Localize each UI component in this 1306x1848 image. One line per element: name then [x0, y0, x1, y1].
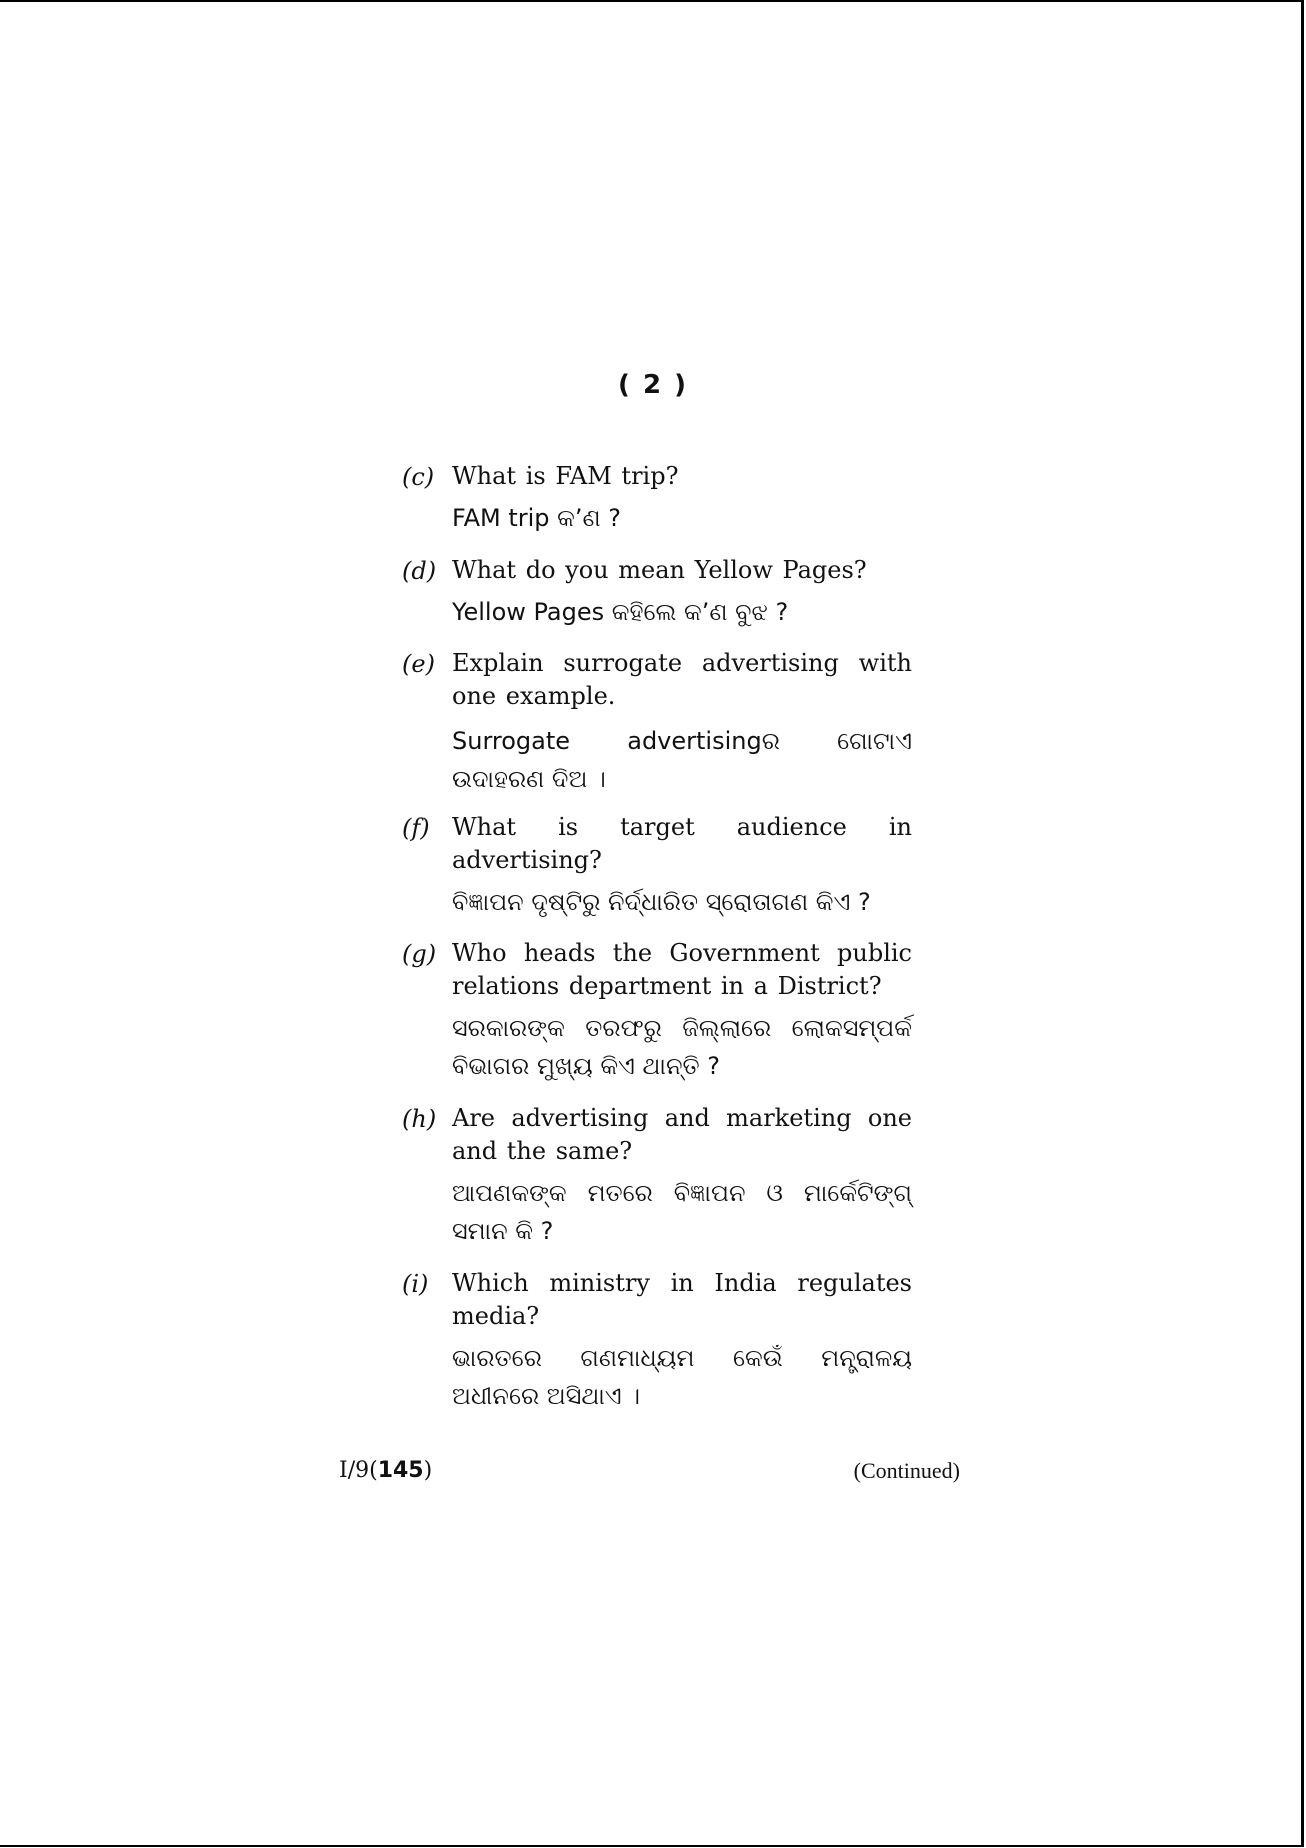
paper-code-number: 145: [377, 1458, 424, 1483]
question-g: [400, 937, 912, 1102]
question-label: (f): [402, 814, 430, 842]
question-odia: Surrogate advertisingର ଗୋଟାଏ ଉଦାହରଣ ଦିଅ ।: [452, 727, 912, 793]
question-i: [400, 1267, 912, 1427]
question-label: (d): [402, 557, 437, 585]
question-d: [400, 554, 912, 647]
question-label: (c): [402, 463, 435, 491]
question-label: (e): [402, 650, 435, 678]
paper-code: [339, 1458, 432, 1483]
question-label: (h): [402, 1105, 437, 1133]
paper-code-prefix: I/9(: [339, 1458, 378, 1483]
question-english: Are advertising and marketing one and the same?: [452, 1104, 912, 1165]
question-f: [400, 811, 912, 937]
question-odia: ସରକାରଙ୍କ ତରଫରୁ ଜିଲ୍ଲାରେ ଲୋକସମ୍ପର୍କ ବିଭାଗର ମୁଖ୍ୟ କିଏ ଥାନ୍ତି ?: [452, 1014, 912, 1080]
page-number: ( 2 ): [618, 370, 688, 400]
question-english: Who heads the Government public relations department in a District?: [452, 939, 912, 1000]
question-odia: ଆପଣକଙ୍କ ମତରେ ବିଜ୍ଞାପନ ଓ ମାର୍କେଟିଙ୍ଗ୍ ସମାନ କି ?: [452, 1179, 912, 1245]
question-e: [400, 647, 912, 811]
question-english: What is target audience in advertising?: [452, 813, 912, 874]
question-label: (i): [402, 1270, 429, 1298]
question-c: [400, 460, 912, 554]
question-odia: ବିଜ୍ଞାପନ ଦୃଷ୍ଟିରୁ ନିର୍ଦ୍ଧାରିତ ସ୍ରୋତାଗଣ କିଏ ?: [452, 888, 871, 916]
question-odia: ଭାରତରେ ଗଣମାଧ୍ୟମ କେଉଁ ମନ୍ତ୍ରାଳୟ ଅଧୀନରେ ଅସିଥାଏ ।: [452, 1344, 912, 1410]
paper-code-suffix: ): [423, 1458, 433, 1483]
question-h: [400, 1102, 912, 1267]
question-english: Explain surrogate advertising with one example.: [452, 649, 912, 710]
question-english: Which ministry in India regulates media?: [452, 1269, 912, 1330]
question-english: What do you mean Yellow Pages?: [452, 556, 867, 584]
question-english: What is FAM trip?: [452, 462, 679, 490]
question-label: (g): [402, 940, 437, 968]
question-odia: FAM trip କ’ଣ ?: [452, 504, 622, 532]
continued-note: (Continued): [853, 1458, 960, 1483]
question-list: [400, 460, 912, 1427]
question-odia: Yellow Pages କହିଲେ କ’ଣ ବୁଝ ?: [452, 598, 789, 626]
